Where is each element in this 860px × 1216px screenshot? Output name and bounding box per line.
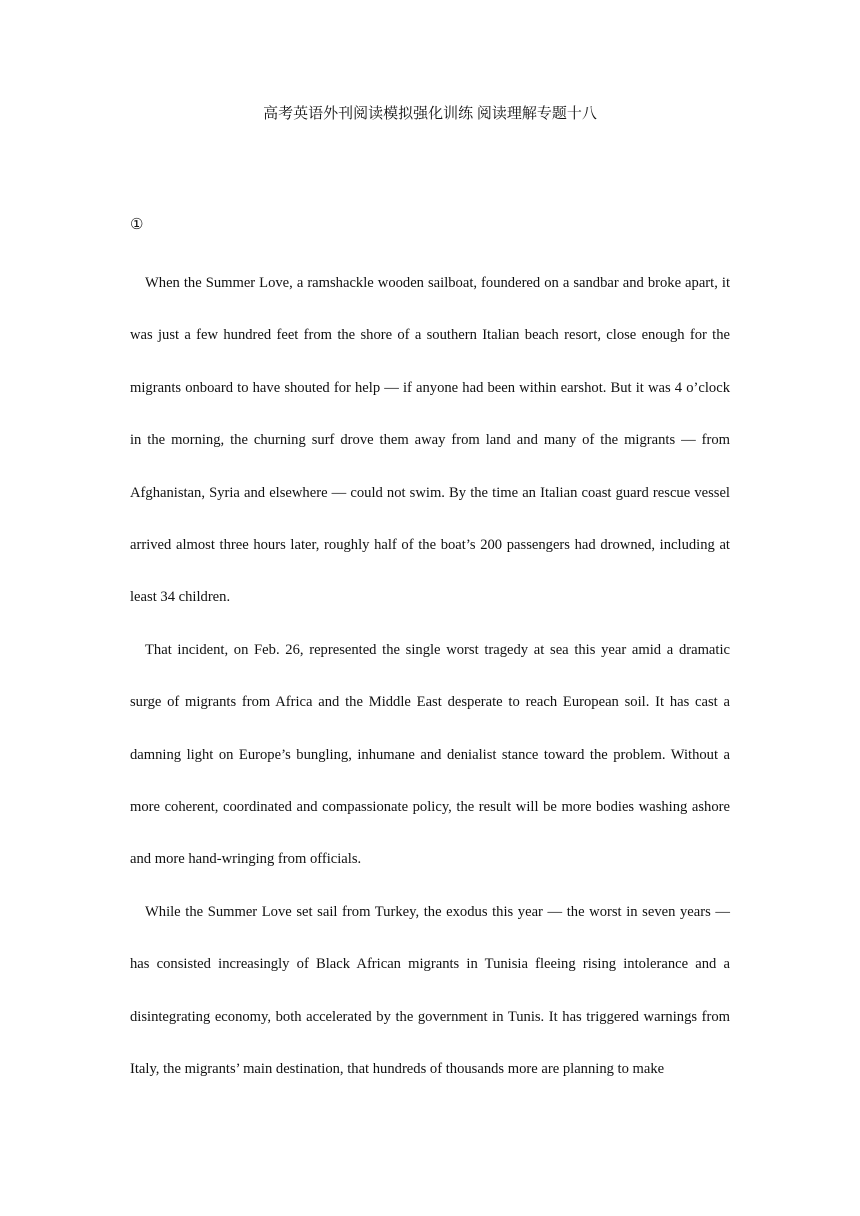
document-title: 高考英语外刊阅读模拟强化训练 阅读理解专题十八 (263, 106, 597, 122)
section-marker: ① (130, 217, 144, 233)
article-body (130, 257, 730, 1096)
paragraph-1: When the Summer Love, a ramshackle wooden sailboat, foundered on a sandbar and broke apart, it was just a few hundred feet from the shore of a southern Italian beach resort, close enough for the migrants onboard to have shouted for help — if anyone had been within earshot. But it was 4 o’clock in the morning, the churning surf drove them away from land and many of the migrants — from Afghanistan, Syria and elsewhere — could not swim. By the time an Italian coast guard rescue vessel arrived almost three hours later, roughly half of the boat’s 200 passengers had drowned, including at least 34 children. (130, 275, 730, 606)
paragraph-3: While the Summer Love set sail from Turkey, the exodus this year — the worst in seven years — has consisted increasingly of Black African migrants in Tunisia fleeing rising intolerance and a disintegrating economy, both accelerated by the government in Tunis. It has triggered warnings from Italy, the migrants’ main destination, that hundreds of thousands more are planning to make (130, 903, 730, 1078)
paragraph-2: That incident, on Feb. 26, represented the single worst tragedy at sea this year amid a dramatic surge of migrants from Africa and the Middle East desperate to reach European soil. It has cast a damning light on Europe’s bungling, inhumane and denialist stance toward the problem. Without a more coherent, coordinated and compassionate policy, the result will be more bodies washing ashore and more hand-wringing from officials. (130, 641, 730, 868)
